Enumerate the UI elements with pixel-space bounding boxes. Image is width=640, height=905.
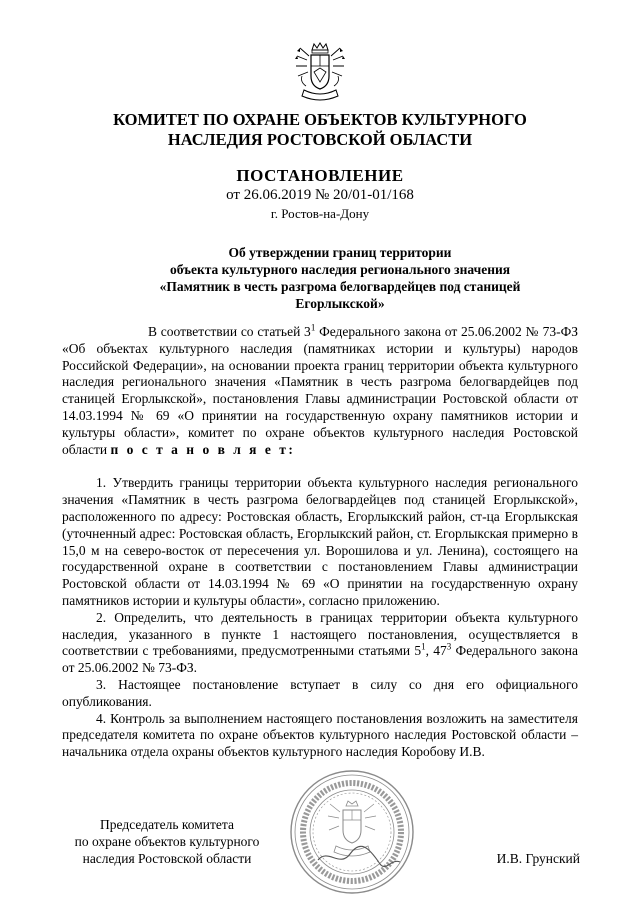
signatory-title-line-2: по охране объектов культурного: [74, 834, 260, 849]
point-2-text-2: , 47: [425, 643, 447, 659]
document-subject: [120, 244, 560, 312]
document-type: ПОСТАНОВЛЕНИЕ: [236, 166, 404, 185]
subject-line-2: объекта культурного наследия регионального значения: [169, 262, 511, 277]
subject-line-1: Об утверждении границ территории: [228, 245, 452, 260]
committee-line-1: КОМИТЕТ ПО ОХРАНЕ ОБЪЕКТОВ КУЛЬТУРНОГО: [113, 110, 527, 129]
subject-line-3: «Памятник в честь разгрома белогвардейцев под станицей: [159, 279, 521, 294]
preamble-text-1: В соответствии со статьей 3: [148, 324, 311, 339]
document-body: [62, 324, 578, 761]
point-3: 3. Настоящее постановление вступает в силу со дня его официального опубликования.: [62, 676, 578, 709]
preamble-text-2: Федерального закона от 25.06.2002 № 73-ФЗ «Об объектах культурного наследия (памятниках истории и культуры) народов Российской Федерации», на основании проекта границ территории объекта культурного наследия регионального значения «Памятник в честь разгрома белогвардейцев под станицей Егорлыкской», постановления Главы администрации Ростовской области от 14.03.1994 № 69 «О принятии на государственную охрану памятников истории и культуры области», комитет по охране объектов культурного наследия Ростовской области: [62, 324, 578, 457]
point-2-superscript-1: 1: [421, 641, 426, 652]
point-2-text-3: Федерального закона от 25.06.2002 № 73-ФЗ.: [62, 643, 579, 676]
signatory-title-line-1: Председатель комитета: [100, 817, 234, 832]
coat-of-arms-emblem: [294, 42, 346, 104]
signatory-title-line-3: наследия Ростовской области: [82, 851, 252, 866]
point-4: 4. Контроль за выполнением настоящего постановления возложить на заместителя председателя комитета по охране объектов культурного наследия Ростовской области – начальника отдела охраны объектов культурного наследия Коробову И.В.: [62, 710, 578, 760]
committee-line-2: НАСЛЕДИЯ РОСТОВСКОЙ ОБЛАСТИ: [167, 130, 473, 149]
point-2-text-1: 2. Определить, что деятельность в границах территории объекта культурного наследия, указанного в пункте 1 настоящего постановления, осуществляется в соответствии с требованиями, предусмотренными статьями 5: [62, 609, 578, 659]
subject-line-4: Егорлыкской»: [295, 296, 385, 311]
signatory-name: И.В. Грунский: [496, 851, 580, 866]
signatory-title: [62, 816, 272, 867]
official-round-seal: [288, 768, 416, 896]
point-2-superscript-2: 3: [446, 641, 452, 652]
point-2: [62, 610, 578, 677]
preamble-superscript: 1: [310, 322, 316, 333]
preamble-paragraph: [62, 324, 578, 458]
resolve-word: п о с т а н о в л я е т:: [110, 441, 296, 457]
document-city: г. Ростов-на-Дону: [270, 206, 370, 221]
document-date-number: от 26.06.2019 № 20/01-01/168: [226, 187, 414, 203]
point-1: 1. Утвердить границы территории объекта культурного наследия регионального значения «Памятник в честь разгрома белогвардейцев под станицей Егорлыкской», расположенного по адресу: Ростовская область, Егорлыкский район, ст-ца Егорлыкская (уточненный адрес: Ростовская область, Егорлыкский район, ст. Егорлыкская примерно в 15,0 м на северо-восток от пересечения ул. Ворошилова и ул. Ленина), состоящего на государственной охране в соответствии с постановлением Главы администрации Ростовской области от 14.03.1994 № 69 «О принятии на государственную охрану памятников истории и культуры области», согласно приложению.: [62, 475, 578, 608]
committee-name: [60, 110, 580, 150]
